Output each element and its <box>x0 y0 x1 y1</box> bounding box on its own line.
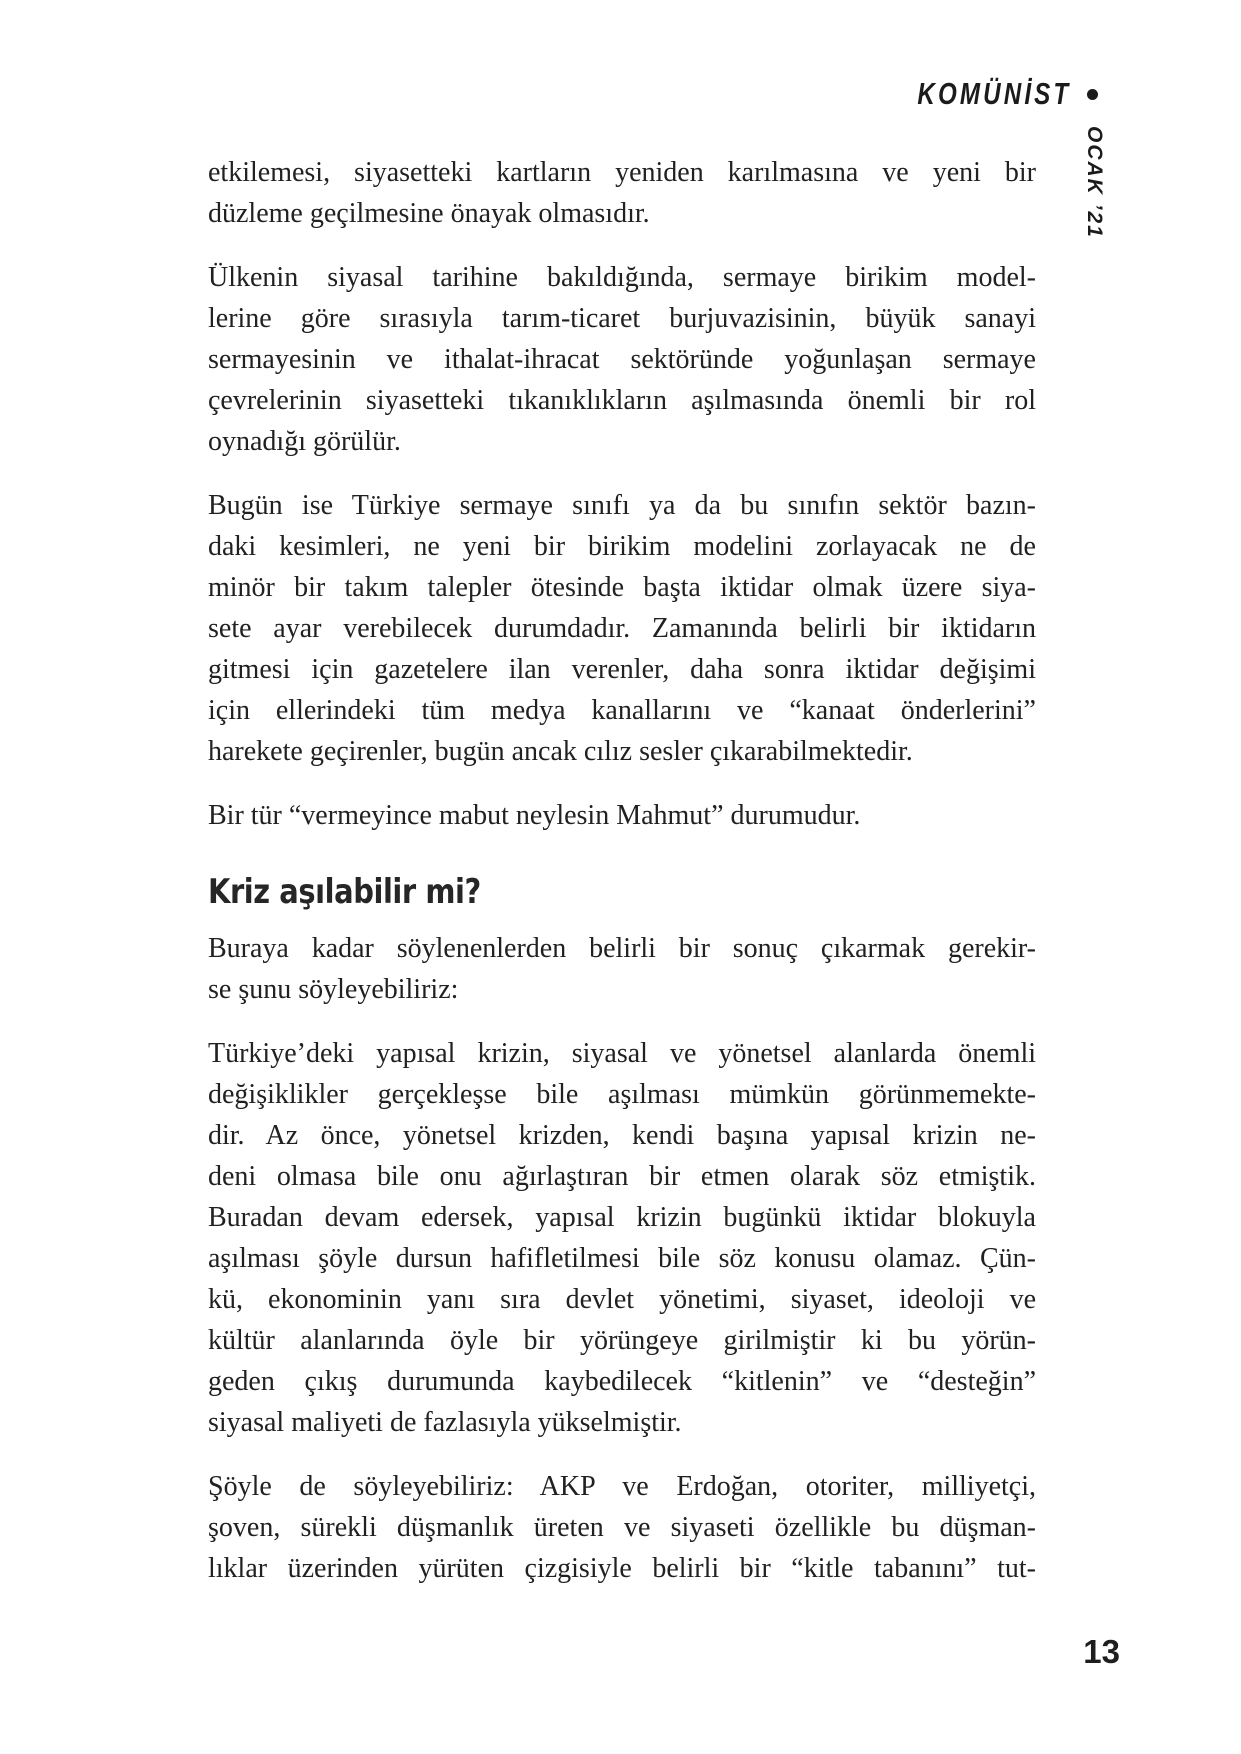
body-text-line: Türkiye’deki yapısal krizin, siyasal ve yönetsel alanlarda önemli <box>208 1038 1036 1069</box>
body-text-line: çevrelerinin siyasetteki tıkanıklıkların aşılmasında önemli bir rol <box>208 385 1036 416</box>
paragraph <box>208 795 1036 836</box>
article-body <box>208 152 1036 1612</box>
body-text-line: se şunu söyleyebiliriz: <box>208 974 459 1005</box>
body-text-line: siyasal maliyeti de fazlasıyla yükselmiştir. <box>208 1407 682 1438</box>
body-text-line: Buraya kadar söylenenlerden belirli bir sonuç çıkarmak gerekir- <box>208 933 1036 964</box>
body-text-line: oynadığı görülür. <box>208 426 401 457</box>
body-text-line: gitmesi için gazetelere ilan verenler, daha sonra iktidar değişimi <box>208 654 1036 685</box>
body-text-line: lerine göre sırasıyla tarım-ticaret burjuvazisinin, büyük sanayi <box>208 303 1036 334</box>
body-text-line: değişiklikler gerçekleşse bile aşılması mümkün görünmemekte- <box>208 1079 1036 1110</box>
issue-date-vertical: OCAK ’21 <box>1083 126 1106 239</box>
body-text-line: etkilemesi, siyasetteki kartların yeniden karılmasına ve yeni bir <box>208 157 1036 188</box>
body-text-line: lıklar üzerinden yürüten çizgisiyle belirli bir “kitle tabanını” tut- <box>208 1553 1036 1584</box>
body-text-line: minör bir takım talepler ötesinde başta iktidar olmak üzere siya- <box>208 572 1036 603</box>
body-text-line: harekete geçirenler, bugün ancak cılız sesler çıkarabilmektedir. <box>208 736 913 767</box>
bullet-icon <box>1087 89 1098 100</box>
paragraph <box>208 928 1036 1010</box>
body-text-line: sete ayar verebilecek durumdadır. Zamanında belirli bir iktidarın <box>208 613 1036 644</box>
paragraph <box>208 1466 1036 1589</box>
body-text-line: Bir tür “vermeyince mabut neylesin Mahmut” durumudur. <box>208 800 861 831</box>
magazine-title: KOMÜNİST <box>917 76 1071 111</box>
paragraph <box>208 152 1036 234</box>
body-text-line: Buradan devam edersek, yapısal krizin bugünkü iktidar blokuyla <box>208 1202 1036 1233</box>
body-text-line: kültür alanlarında öyle bir yörüngeye girilmiştir ki bu yörün- <box>208 1325 1036 1356</box>
paragraph <box>208 1033 1036 1443</box>
body-text-line: Bugün ise Türkiye sermaye sınıfı ya da bu sınıfın sektör bazın- <box>208 490 1036 521</box>
paragraph <box>208 257 1036 462</box>
body-text-line: geden çıkış durumunda kaybedilecek “kitlenin” ve “desteğin” <box>208 1366 1036 1397</box>
body-text-line: dir. Az önce, yönetsel krizden, kendi başına yapısal krizin ne- <box>208 1120 1036 1151</box>
body-text-line: için ellerindeki tüm medya kanallarını ve “kanaat önderlerini” <box>208 695 1036 726</box>
body-text-line: kü, ekonominin yanı sıra devlet yönetimi, siyaset, ideoloji ve <box>208 1284 1036 1315</box>
section-heading: Kriz aşılabilir mi? <box>208 872 481 912</box>
body-text-line: deni olmasa bile onu ağırlaştıran bir etmen olarak söz etmiştik. <box>208 1161 1036 1192</box>
body-text-line: daki kesimleri, ne yeni bir birikim modelini zorlayacak ne de <box>208 531 1036 562</box>
body-text-line: sermayesinin ve ithalat-ihracat sektöründe yoğunlaşan sermaye <box>208 344 1036 375</box>
body-text-line: Şöyle de söyleyebiliriz: AKP ve Erdoğan, otoriter, milliyetçi, <box>208 1471 1036 1502</box>
body-text-line: düzleme geçilmesine önayak olmasıdır. <box>208 198 650 229</box>
body-text-line: şoven, sürekli düşmanlık üreten ve siyaseti özellikle bu düşman- <box>208 1512 1036 1543</box>
body-text-line: Ülkenin siyasal tarihine bakıldığında, sermaye birikim model- <box>208 262 1036 293</box>
masthead <box>874 76 1098 112</box>
body-text-line: aşılması şöyle dursun hafifletilmesi bile söz konusu olamaz. Çün- <box>208 1243 1036 1274</box>
paragraph <box>208 485 1036 772</box>
page-number: 13 <box>1083 1633 1120 1670</box>
